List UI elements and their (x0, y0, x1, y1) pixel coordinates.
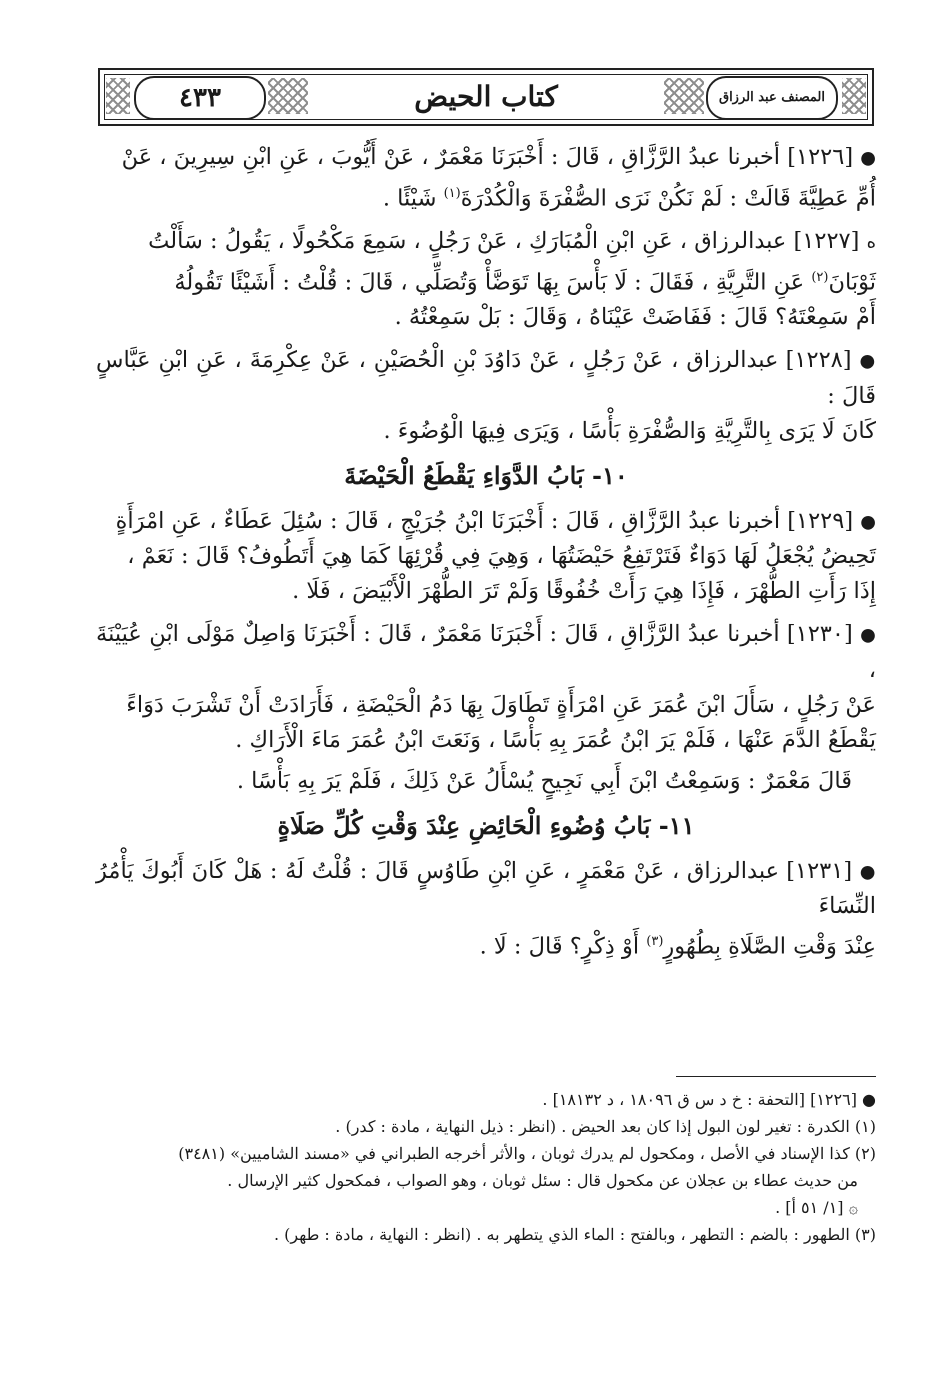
ornament-left-inner (268, 78, 308, 114)
bullet-icon: ● (859, 350, 876, 372)
text-line: تَحِيضُ يُجْعَلُ لَهَا دَوَاءٌ فَتَرْتَفِعُ حَيْضَتُهَا ، وَهِيَ فِي قُرْئِهَا كَمَا هِيَ أَتَطُوفُ؟ قَالَ : نَعَمْ ، (127, 543, 876, 569)
text-line: أُمِّ عَطِيَّةَ قَالَتْ : لَمْ نَكُنْ نَرَى الصُّفْرَةَ وَالْكُدْرَةَ (460, 185, 876, 211)
chapter-heading-11: ١١- بَابُ وُضُوءِ الْحَائِضِ عِنْدَ وَقْتِ كُلِّ صَلَاةٍ (277, 810, 695, 840)
footnote-2: (٢) كذا الإسناد في الأصل ، ومكحول لم يدرك ثوبان ، والأثر أخرجه الطبراني في «مسند الشاميين» (٣٤٨١) (178, 1144, 876, 1163)
page-header (98, 68, 874, 126)
ornament-right-outer (842, 78, 866, 114)
hadith-1228 (96, 343, 876, 449)
mamar-note: قَالَ مَعْمَرٌ : وَسَمِعْتُ ابْنَ أَبِي نَجِيحٍ يُسْأَلُ عَنْ ذَلِكَ ، فَلَمْ يَرَ بِهِ بَأْسًا . (236, 767, 852, 794)
bullet-icon: ه (866, 231, 876, 253)
text-line: [١٢٣٠] أخبرنا عبدُ الرَّزَّاقِ ، قَالَ : أَخْبَرَنَا مَعْمَرٌ ، قَالَ : أَخْبَرَنَا وَاصِلٌ مَوْلَى ابْنِ عُيَيْنَةَ ، (96, 621, 876, 683)
footnote-takhrij: ● [١٢٢٦] [التحفة : خ د س ق ١٨٠٩٦ ، د ١٨١٣٢] . (542, 1090, 876, 1109)
text-line: [١٢٢٧] عبدالرزاق ، عَنِ ابْنِ الْمُبَارَكِ ، عَنْ رَجُلٍ ، سَمِعَ مَكْحُولًا ، يَقُولُ : سَأَلْتُ (148, 228, 860, 254)
text-line: [١٢٢٩] أخبرنا عبدُ الرَّزَّاقِ ، قَالَ : أَخْبَرَنَا ابْنُ جُرَيْجٍ ، قَالَ : سُئِلَ عَطَاءٌ ، عَنِ امْرَأَةٍ (115, 507, 854, 534)
text-line: إِذَا رَأَتِ الطُّهْرَ ، فَإِذَا هِيَ رَأَتْ خُفُوقًا وَلَمْ تَرَ الطُّهْرَ الْأَبْيَضَ ، فَلَا . (292, 578, 876, 604)
text-line: أَمْ سَمِعْتَهُ؟ قَالَ : فَفَاضَتْ عَيْنَاهُ ، وَقَالَ : بَلْ سَمِعْتُهُ . (394, 304, 876, 330)
ornament-left-outer (106, 78, 130, 114)
text-line: يَقْطَعُ الدَّمَ عَنْهَا ، فَلَمْ يَرَ ابْنُ عُمَرَ بِهِ بَأْسًا ، وَنَعَتَ ابْنُ عُمَرَ مَاءَ الْأَرَاكِ . (235, 726, 876, 753)
hadith-1227 (96, 224, 876, 335)
bullet-icon: ● (860, 624, 876, 646)
footnote-divider (676, 1076, 876, 1077)
footnote-marker[interactable]: (١) (443, 185, 461, 201)
hadith-1226 (96, 140, 876, 216)
bullet-icon: ● (860, 147, 876, 169)
text-line: [١٢٢٨] عبدالرزاق ، عَنْ رَجُلٍ ، عَنْ دَاوُدَ بْنِ الْحُصَيْنِ ، عَنْ عِكْرِمَةَ ، عَنِ ابْنِ عَبَّاسٍ قَالَ : (96, 347, 876, 409)
text-line: أَوْ ذِكْرٍ؟ قَالَ : لَا . (479, 933, 647, 960)
footnote-2-folio: ۞ [١/ ٥١ أ] . (775, 1198, 858, 1217)
text-line: [١٢٢٦] أخبرنا عبدُ الرَّزَّاقِ ، قَالَ : أَخْبَرَنَا مَعْمَرٌ ، عَنْ أَيُّوبَ ، عَنِ ابْنِ سِيرِينَ ، عَنْ (121, 144, 854, 170)
main-text (96, 140, 876, 965)
text-line: عِنْدَ وَقْتِ الصَّلَاةِ بِطُهُورٍ (663, 933, 876, 960)
bullet-icon: ● (860, 511, 876, 532)
text-line: كَانَ لَا يَرَى بِالتَّرِيَّةِ وَالصُّفْرَةِ بَأْسًا ، وَيَرَى فِيهَا الْوُضُوءَ . (383, 417, 876, 444)
text-line: عَنْ رَجُلٍ ، سَأَلَ ابْنَ عُمَرَ عَنِ امْرَأَةٍ تَطَاوَلَ بِهَا دَمُ الْحَيْضَةِ ، فَأَرَادَتْ أَنْ تَشْرَبَ دَوَاءً (126, 691, 876, 718)
logo-text: المصنف عبد الرزاق (718, 90, 826, 105)
hadith-1230 (96, 617, 876, 758)
text-line: عَنِ التَّرِيَّةِ ، فَقَالَ : لَا بَأْسَ بِهَا تَوَضَّأْ وَتُصَلِّي ، قَالَ : قُلْتُ : أَشَيْئًا تَقُولُهُ (174, 269, 812, 295)
chapter-heading-10: ١٠- بَابُ الدَّوَاءِ يَقْطَعُ الْحَيْضَةَ (344, 460, 628, 490)
footnote-marker[interactable]: (٢) (811, 269, 829, 285)
page-number: ٤٣٣ (134, 76, 266, 120)
text-line: [١٢٣١] عبدالرزاق ، عَنْ مَعْمَرٍ ، عَنِ ابْنِ طَاوُسٍ قَالَ : قُلْتُ لَهُ : هَلْ كَانَ أَبُوكَ يَأْمُرُ النِّسَاءَ (96, 857, 876, 919)
footnotes (96, 1086, 876, 1248)
text-line: شَيْئًا . (382, 185, 444, 211)
footnote-1: (١) الكدرة : تغير لون البول إذا كان بعد الحيض . (انظر : ذيل النهاية ، مادة : كدر) . (335, 1117, 876, 1136)
hadith-1229 (96, 504, 876, 610)
publisher-logo (706, 76, 838, 120)
running-title: كتاب الحيض (414, 79, 558, 113)
footnote-2-cont: من حديث عطاء بن عجلان عن مكحول قال : سئل ثوبان ، وهو الصواب ، فمكحول كثير الإرسال . (227, 1171, 858, 1190)
hadith-1231 (96, 854, 876, 965)
text-line: ثَوْبَانَ (828, 269, 876, 295)
ornament-right-inner (664, 78, 704, 114)
bullet-icon: ● (859, 861, 876, 882)
footnote-marker[interactable]: (٣) (646, 934, 664, 949)
footnote-3: (٣) الطهور : بالضم : التطهر ، وبالفتح : الماء الذي يتطهر به . (انظر : النهاية ، مادة : طهر) . (273, 1225, 876, 1244)
